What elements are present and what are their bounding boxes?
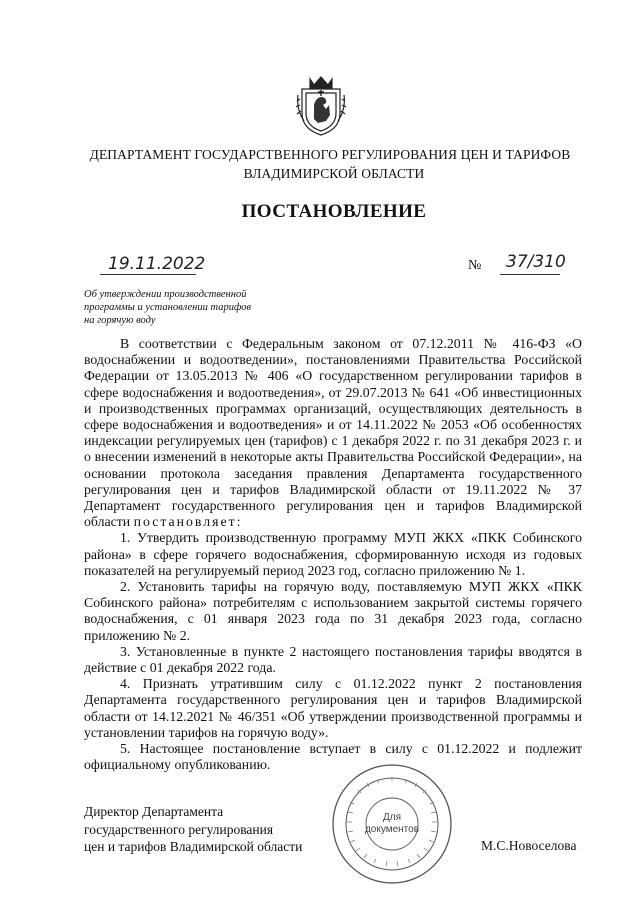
document-title: ПОСТАНОВЛЕНИЕ [241, 201, 427, 222]
signatory-position [84, 803, 302, 856]
clause-1: 1. Утвердить производственную программу МУП ЖКХ «ПКК Собинского района» в сфере горячего водоснабжения, сформированную исходя из годовых показателей на регулируемый период 2023 год, согласно приложению № 1. [84, 530, 582, 578]
number-label: № [468, 258, 482, 273]
resolution-verb: постановляет: [133, 514, 243, 530]
coat-of-arms-icon [296, 75, 346, 137]
number-underline [500, 274, 560, 275]
preamble-paragraph [84, 336, 582, 530]
date-underline [100, 274, 196, 275]
clause-4: 4. Признать утратившим силу с 01.12.2022 пункт 2 постановления Департамента государственного регулирования цен и тарифов Владимирской области от 14.12.2021 № 46/351 «Об утверждении производственной программы и установлении тарифов на горячую воду». [84, 676, 582, 740]
position-line: цен и тарифов Владимирской области [84, 839, 303, 854]
clause-5: 5. Настоящее постановление вступает в силу с 01.12.2022 и подлежит официальному опубликованию. [84, 741, 582, 773]
stamp-text: Для [382, 812, 402, 823]
position-line: государственного регулирования [84, 821, 274, 837]
department-name-line2: ВЛАДИМИРСКОЙ ОБЛАСТИ [243, 166, 425, 181]
document-number: 37/310 [506, 252, 566, 272]
official-stamp-icon [330, 762, 454, 886]
clause-2: 2. Установить тарифы на горячую воду, поставляемую МУП ЖКХ «ПКК Собинского района» потребителям с использованием закрытой системы горячего водоснабжения, с 01 января 2023 года по 31 декабря 2023 года, согласно приложению № 2. [84, 579, 582, 643]
preamble-text: В соответствии с Федеральным законом от 07.12.2011 № 416-ФЗ «О водоснабжении и водоотведении», постановлениями Правительства Российской Федерации от 13.05.2013 № 406 «О государственном регулировании тарифов в сфере водоснабжения и водоотведения», от 29.07.2013 № 641 «Об инвестиционных и производственных программах организаций, осуществляющих деятельность в сфере водоснабжения и водоотведения» и от 14.11.2022 № 2053 «Об особенностях индексации регулируемых цен (тарифов) с 1 декабря 2022 г. по 31 декабря 2023 г. и о внесении изменений в некоторые акты Правительства Российской Федерации», на основании протокола заседания правления Департамента государственного регулирования цен и тарифов Владимирской области от 19.11.2022 № 37 Департамент государственного регулирования цен и тарифов Владимирской области [84, 336, 582, 530]
department-name-line1: ДЕПАРТАМЕНТ ГОСУДАРСТВЕННОГО РЕГУЛИРОВАНИЯ ЦЕН И ТАРИФОВ [89, 147, 571, 162]
document-body [84, 336, 582, 773]
clause-3: 3. Установленные в пункте 2 настоящего постановления тарифы вводятся в действие с 01 декабря 2022 года. [84, 643, 582, 676]
subject-line: Об утверждении производственной [84, 289, 247, 300]
document-date: 19.11.2022 [108, 254, 206, 274]
signatory-name: М.С.Новоселова [481, 838, 577, 853]
subject-line: программы и установлении тарифов [84, 302, 252, 313]
position-line: Директор Департамента [84, 804, 224, 819]
subject-line: на горячую воду [84, 315, 156, 326]
document-subject [84, 288, 294, 327]
stamp-text: документов [364, 824, 420, 835]
